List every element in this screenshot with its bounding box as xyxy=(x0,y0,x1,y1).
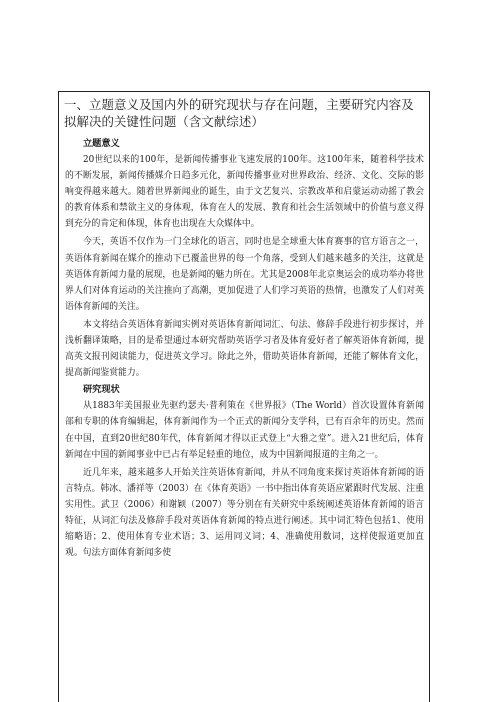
section-title: 一、立题意义及国内外的研究现状与存在问题，主要研究内容及拟解决的关键性问题（含文献综述） xyxy=(64,97,414,129)
form-table-cell xyxy=(58,91,430,702)
status-paragraph-1: 从1883年美国报业先驱约瑟夫·普利策在《世界报》（The World）首次设置体育新闻部和专职的体育编辑起，体育新闻作为一个正式的新闻分支学科，已有百余年的历史。然而在中国，直到20世纪80年代，体育新闻才得以正式登上“大雅之堂”。进入21世纪后，体育新闻在中国的新闻事业中已占有举足轻重的地位，成为中国新闻报道的主角之一。 xyxy=(65,401,424,460)
significance-paragraph-1: 20世纪以来的100年，是新闻传播事业飞速发展的100年。这100年来，随着科学技术的不断发展，新闻传播媒介日趋多元化，新闻传播事业对世界政治、经济、文化、交际的影响变得越来越大。随着世界新闻业的诞生，由于文艺复兴、宗教改革和启蒙运动动摇了教会的教育体系和禁欲主义的身体观，体育在人的发展、教育和社会生活领域中的价值与意义得到充分的肯定和体现，体育也出现在大众媒体中。 xyxy=(65,155,424,230)
significance-paragraph-3: 本文将结合英语体育新闻实例对英语体育新闻词汇、句法、修辞手段进行初步探讨，并浅析翻译策略，目的是希望通过本研究帮助英语学习者及体育爱好者了解英语体育新闻，提高英文报刊阅读能力，促进英文学习。除此之外，借助英语体育新闻，还能了解体育文化，提高新闻鉴赏能力。 xyxy=(65,319,424,379)
significance-paragraph-2: 今天，英语不仅作为一门全球化的语言，同时也是全球重大体育赛事的官方语言之一，英语体育新闻在媒介的推动下已覆盖世界的每一个角落，受到人们越来越多的关注，这就是英语体育新闻力量的展现，也是新闻的魅力所在。尤其是2008年北京奥运会的成功举办将世界人们对体育运动的关注推向了高潮，更加促进了人们学习英语的热情，也激发了人们对英语体育新闻的关注。 xyxy=(65,237,424,312)
significance-heading: 立题意义 xyxy=(83,138,120,149)
status-heading: 研究现状 xyxy=(83,384,120,396)
section-content xyxy=(59,136,429,561)
status-paragraph-2: 近几年来，越来越多人开始关注英语体育新闻，并从不同角度来探讨英语体育新闻的语言特点。韩冰、潘祥等（2003）在《体育英语》一书中指出体育英语应紧跟时代发展、注重实用性。武卫（2006）和谢颖（2007）等分别在有关研究中系统阐述英语体育新闻的语言特征，从词汇句法及修辞手段对英语体育新闻的特点进行阐述。其中词汇特色包括1、使用缩略语；2、使用体育专业术语；3、运用同义词；4、准确使用数词，这样使报道更加直观。句法方面体育新闻多使 xyxy=(65,467,424,559)
